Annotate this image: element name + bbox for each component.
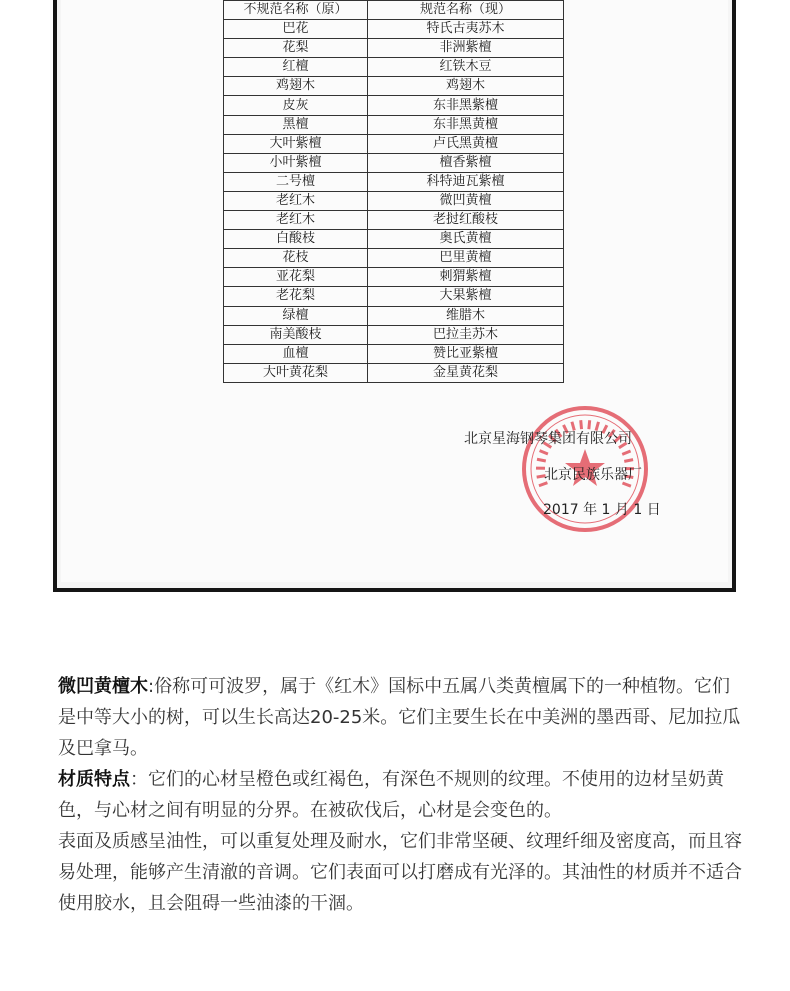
new-name-cell: 刺猬紫檀 — [368, 268, 564, 287]
description-paragraph-3 — [58, 826, 748, 919]
old-name-cell: 巴花 — [224, 20, 368, 39]
signature-date: 2017 年 1 月 1 日 — [543, 502, 661, 518]
signature-company-1: 北京星海钢琴集团有限公司 — [464, 431, 632, 447]
table-row — [224, 363, 564, 382]
table-row — [224, 153, 564, 172]
old-name-cell: 白酸枝 — [224, 230, 368, 249]
term-wood-name: 微凹黄檀木 — [58, 676, 148, 697]
table-row — [224, 306, 564, 325]
description-paragraph-2 — [58, 764, 748, 826]
table-header-row — [224, 1, 564, 20]
new-name-cell: 赞比亚紫檀 — [368, 344, 564, 363]
signature-company-2: 北京民族乐器厂 — [544, 467, 642, 483]
description-text-1: :俗称可可波罗，属于《红木》国标中五属八类黄檀属下的一种植物。它们是中等大小的树，可以生长高达20-25米。它们主要生长在中美洲的墨西哥、尼加拉瓜及巴拿马。 — [58, 676, 741, 759]
new-name-cell: 东非黑黄檀 — [368, 115, 564, 134]
new-name-cell: 奥氏黄檀 — [368, 230, 564, 249]
old-name-cell: 大叶紫檀 — [224, 134, 368, 153]
old-name-cell: 血檀 — [224, 344, 368, 363]
term-material: 材质特点 — [58, 769, 130, 790]
wood-name-table — [223, 0, 564, 383]
table-row — [224, 211, 564, 230]
header-old-name: 不规范名称（原） — [224, 1, 368, 20]
table-row — [224, 20, 564, 39]
old-name-cell: 鸡翅木 — [224, 77, 368, 96]
new-name-cell: 科特迪瓦紫檀 — [368, 172, 564, 191]
new-name-cell: 老挝红酸枝 — [368, 211, 564, 230]
table-row — [224, 96, 564, 115]
table-row — [224, 344, 564, 363]
new-name-cell: 红铁木豆 — [368, 58, 564, 77]
scanned-document — [53, 0, 736, 592]
new-name-cell: 维腊木 — [368, 306, 564, 325]
old-name-cell: 绿檀 — [224, 306, 368, 325]
old-name-cell: 南美酸枝 — [224, 325, 368, 344]
header-new-name: 规范名称（现） — [368, 1, 564, 20]
old-name-cell: 亚花梨 — [224, 268, 368, 287]
old-name-cell: 老花梨 — [224, 287, 368, 306]
document-paper — [61, 0, 728, 582]
table-row — [224, 287, 564, 306]
new-name-cell: 檀香紫檀 — [368, 153, 564, 172]
wood-description — [58, 671, 748, 919]
table-row — [224, 191, 564, 210]
description-text-3: 表面及质感呈油性，可以重复处理及耐水，它们非常坚硬、纹理纤细及密度高，而且容易处理，能够产生清澈的音调。它们表面可以打磨成有光泽的。其油性的材质并不适合使用胶水，且会阻碍一些油漆的干涸。 — [58, 831, 742, 914]
old-name-cell: 皮灰 — [224, 96, 368, 115]
new-name-cell: 金星黄花梨 — [368, 363, 564, 382]
old-name-cell: 黑檀 — [224, 115, 368, 134]
table-row — [224, 39, 564, 58]
table-row — [224, 230, 564, 249]
new-name-cell: 微凹黄檀 — [368, 191, 564, 210]
old-name-cell: 小叶紫檀 — [224, 153, 368, 172]
old-name-cell: 老红木 — [224, 191, 368, 210]
description-text-2: ：它们的心材呈橙色或红褐色，有深色不规则的纹理。不使用的边材呈奶黄色，与心材之间有明显的分界。在被砍伐后，心材是会变色的。 — [58, 769, 724, 821]
table-body — [224, 20, 564, 383]
new-name-cell: 卢氏黑黄檀 — [368, 134, 564, 153]
old-name-cell: 二号檀 — [224, 172, 368, 191]
new-name-cell: 巴拉圭苏木 — [368, 325, 564, 344]
new-name-cell: 非洲紫檀 — [368, 39, 564, 58]
table-row — [224, 134, 564, 153]
old-name-cell: 红檀 — [224, 58, 368, 77]
table-row — [224, 249, 564, 268]
old-name-cell: 大叶黄花梨 — [224, 363, 368, 382]
table-row — [224, 268, 564, 287]
new-name-cell: 大果紫檀 — [368, 287, 564, 306]
old-name-cell: 老红木 — [224, 211, 368, 230]
table-row — [224, 172, 564, 191]
table-row — [224, 325, 564, 344]
table-row — [224, 58, 564, 77]
old-name-cell: 花枝 — [224, 249, 368, 268]
old-name-cell: 花梨 — [224, 39, 368, 58]
new-name-cell: 东非黑紫檀 — [368, 96, 564, 115]
table-row — [224, 115, 564, 134]
new-name-cell: 鸡翅木 — [368, 77, 564, 96]
new-name-cell: 特氏古夷苏木 — [368, 20, 564, 39]
table-row — [224, 77, 564, 96]
new-name-cell: 巴里黄檀 — [368, 249, 564, 268]
description-paragraph-1 — [58, 671, 748, 764]
